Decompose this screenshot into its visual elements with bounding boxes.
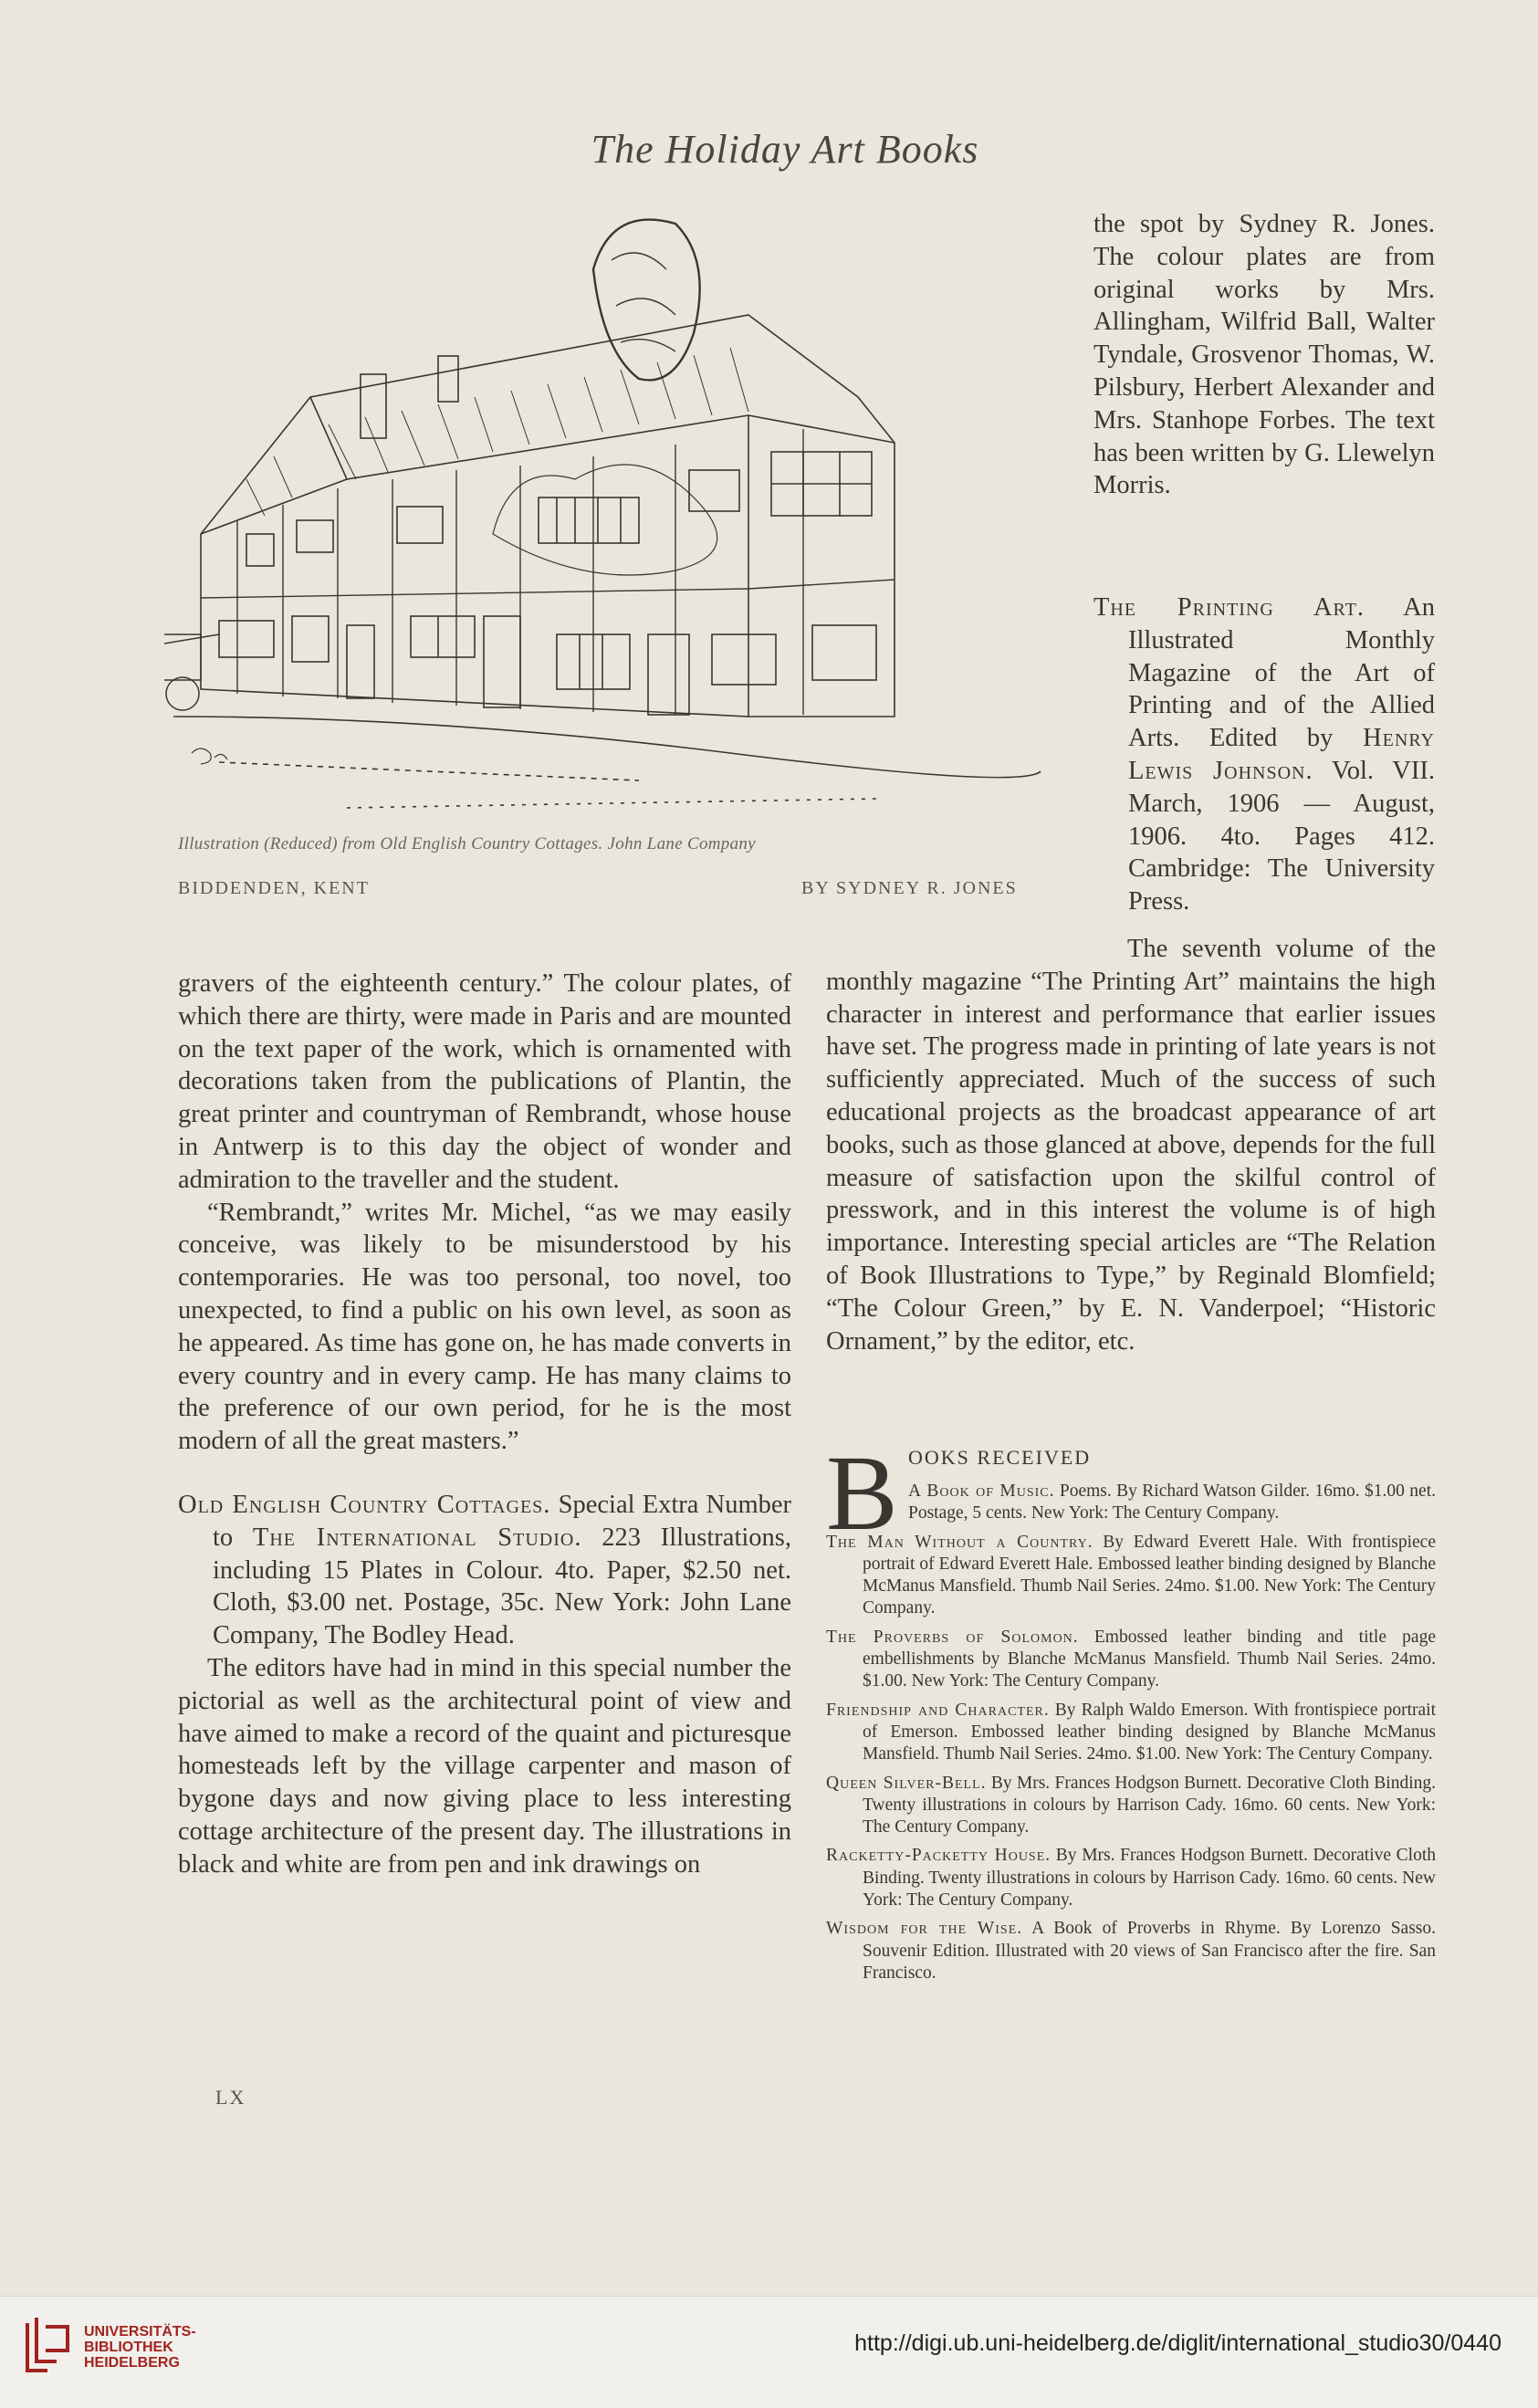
books-list [826, 1481, 1436, 1991]
entry-text: Special Extra Number to [213, 1490, 792, 1552]
book-title: A Book of Music. [908, 1481, 1055, 1501]
book-details: Embossed leather binding and title page embellishments by Blanche McManus Mansfield. Thumb Nail Series. 24mo. $1.00. New York: The Century Company. [863, 1627, 1436, 1691]
library-logo-text: UNIVERSITÄTS- BIBLIOTHEK HEIDELBERG [84, 2324, 196, 2371]
entry-title: Old English Country Cottages. [178, 1490, 551, 1519]
right-column-middle [826, 933, 1436, 1357]
source-url-link[interactable]: http://digi.ub.uni-heidelberg.de/diglit/international_studio30/0440 [854, 2330, 1501, 2356]
printing-art-entry [1093, 592, 1435, 918]
book-title: Racketty-Packetty House. [826, 1846, 1051, 1866]
paragraph: the spot by Sydney R. Jones. The colour plates are from original works by Mrs. Allingham, Wilfrid Ball, Walter Tyndale, Grosvenor Thomas, W. Pilsbury, Herbert Alexander and Mrs. Stanhope Forbes. The text has been written by G. Llewelyn Morris. [1093, 210, 1435, 500]
entry-title: The Printing Art. [1093, 593, 1365, 622]
book-details: Poems. By Richard Watson Gilder. 16mo. $1.00 net. Postage, 5 cents. New York: The Century Company. [908, 1481, 1437, 1523]
book-details: By Edward Everett Hale. With frontispiece portrait of Edward Everett Hale. Embossed leather binding designed by Blanche McManus Mansfield. Thumb Nail Series. 24mo. $1.00. New York: The Century Company. [863, 1532, 1436, 1618]
illustration-caption: Illustration (Reduced) from Old English Country Cottages. John Lane Company [178, 834, 756, 853]
library-logo-icon [20, 2314, 75, 2378]
book-details: A Book of Proverbs in Rhyme. By Lorenzo Sasso. Souvenir Edition. Illustrated with 20 views of San Francisco after the fire. San Francisco. [863, 1919, 1436, 1983]
book-title: Friendship and Character. [826, 1700, 1050, 1720]
paragraph: gravers of the eighteenth century.” The colour plates, of which there are thirty, were made in Paris and are mounted on the text paper of the work, which is ornamented with decorations taken from the publications of Plantin, the great printer and countryman of Rembrandt, whose house in Antwerp is to this day the object of wonder and admiration to the traveller and the student. [178, 969, 791, 1194]
entry-text: An Illustrated Monthly Magazine of the Art of Printing and of the Allied Arts. Edited by [1128, 593, 1435, 753]
book-details: By Ralph Waldo Emerson. With frontispiece portrait of Emerson. Embossed leather binding designed by Blanche McManus Mansfield. Thumb Nail Series. 24mo. $1.00. New York: The Century Company. [863, 1700, 1437, 1764]
book-title: Queen Silver-Bell. [826, 1773, 987, 1793]
right-column-top [1093, 208, 1435, 502]
entry-details: 223 Illustrations, including 15 Plates in Colour. 4to. Paper, $2.50 net. Cloth, $3.00 net. Postage, 35c. New York: John Lane Company, The Bodley Head. [213, 1523, 791, 1650]
book-details: By Mrs. Frances Hodgson Burnett. Decorative Cloth Binding. Twenty illustrations in colours by Harrison Cady. 16mo. 60 cents. New York: The Century Company. [863, 1846, 1436, 1911]
book-title: The Proverbs of Solomon. [826, 1627, 1079, 1647]
paragraph: “Rembrandt,” writes Mr. Michel, “as we may easily conceive, was likely to be misunderstood by his contemporaries. He was too personal, too novel, too unexpected, to find a public on his own level, as soon as he appeared. As time has gone on, he has made converts in every country and in every camp. He has many claims to the preference of our own period, for he is the most modern of all the great masters.” [178, 1198, 791, 1456]
page-number: LX [215, 2086, 246, 2109]
entry-journal: The International Studio. [252, 1523, 582, 1552]
book-title: The Man Without a Country. [826, 1532, 1093, 1552]
cottage-illustration [164, 205, 1050, 826]
paragraph: The seventh volume of the monthly magazine “The Printing Art” maintains the high character in interest and performance that earlier issues have set. The progress made in printing of late years is not sufficiently appreciated. Much of the success of such educational projects as the broadcast appearance of art books, such as those glanced at above, depends for the full measure of satisfaction upon the skilful control of presswork, and in this interest the volume is of high importance. Interesting special articles are “The Relation of Book Illustrations to Type,” by Reginald Blomfield; “The Colour Green,” by E. N. Vanderpoel; “Historic Ornament,” by the editor, etc. [826, 935, 1436, 1356]
left-column [178, 968, 791, 1881]
dropcap: B [826, 1433, 898, 1553]
book-details: By Mrs. Frances Hodgson Burnett. Decorative Cloth Binding. Twenty illustrations in colours by Harrison Cady. 16mo. 60 cents. New York: The Century Company. [863, 1773, 1437, 1837]
illustration-byline: BY SYDNEY R. JONES [801, 878, 1018, 898]
entry-editor: Henry Lewis Johnson. [1128, 724, 1435, 785]
book-title: Wisdom for the Wise. [826, 1919, 1023, 1939]
running-title: The Holiday Art Books [591, 127, 979, 172]
entry-details: Vol. VII. March, 1906 — August, 1906. 4to. Pages 412. Cambridge: The University Press. [1128, 756, 1435, 916]
books-received-heading: OOKS RECEIVED [908, 1446, 1092, 1469]
paragraph: The editors have had in mind in this special number the pictorial as well as the architectural point of view and have aimed to make a record of the quaint and picturesque homesteads left by the village carpenter and mason of bygone days and now giving place to less interesting cottage architecture of the present day. The illustrations in black and white are from pen and ink drawings on [178, 1653, 791, 1879]
illustration-place: BIDDENDEN, KENT [178, 878, 370, 898]
